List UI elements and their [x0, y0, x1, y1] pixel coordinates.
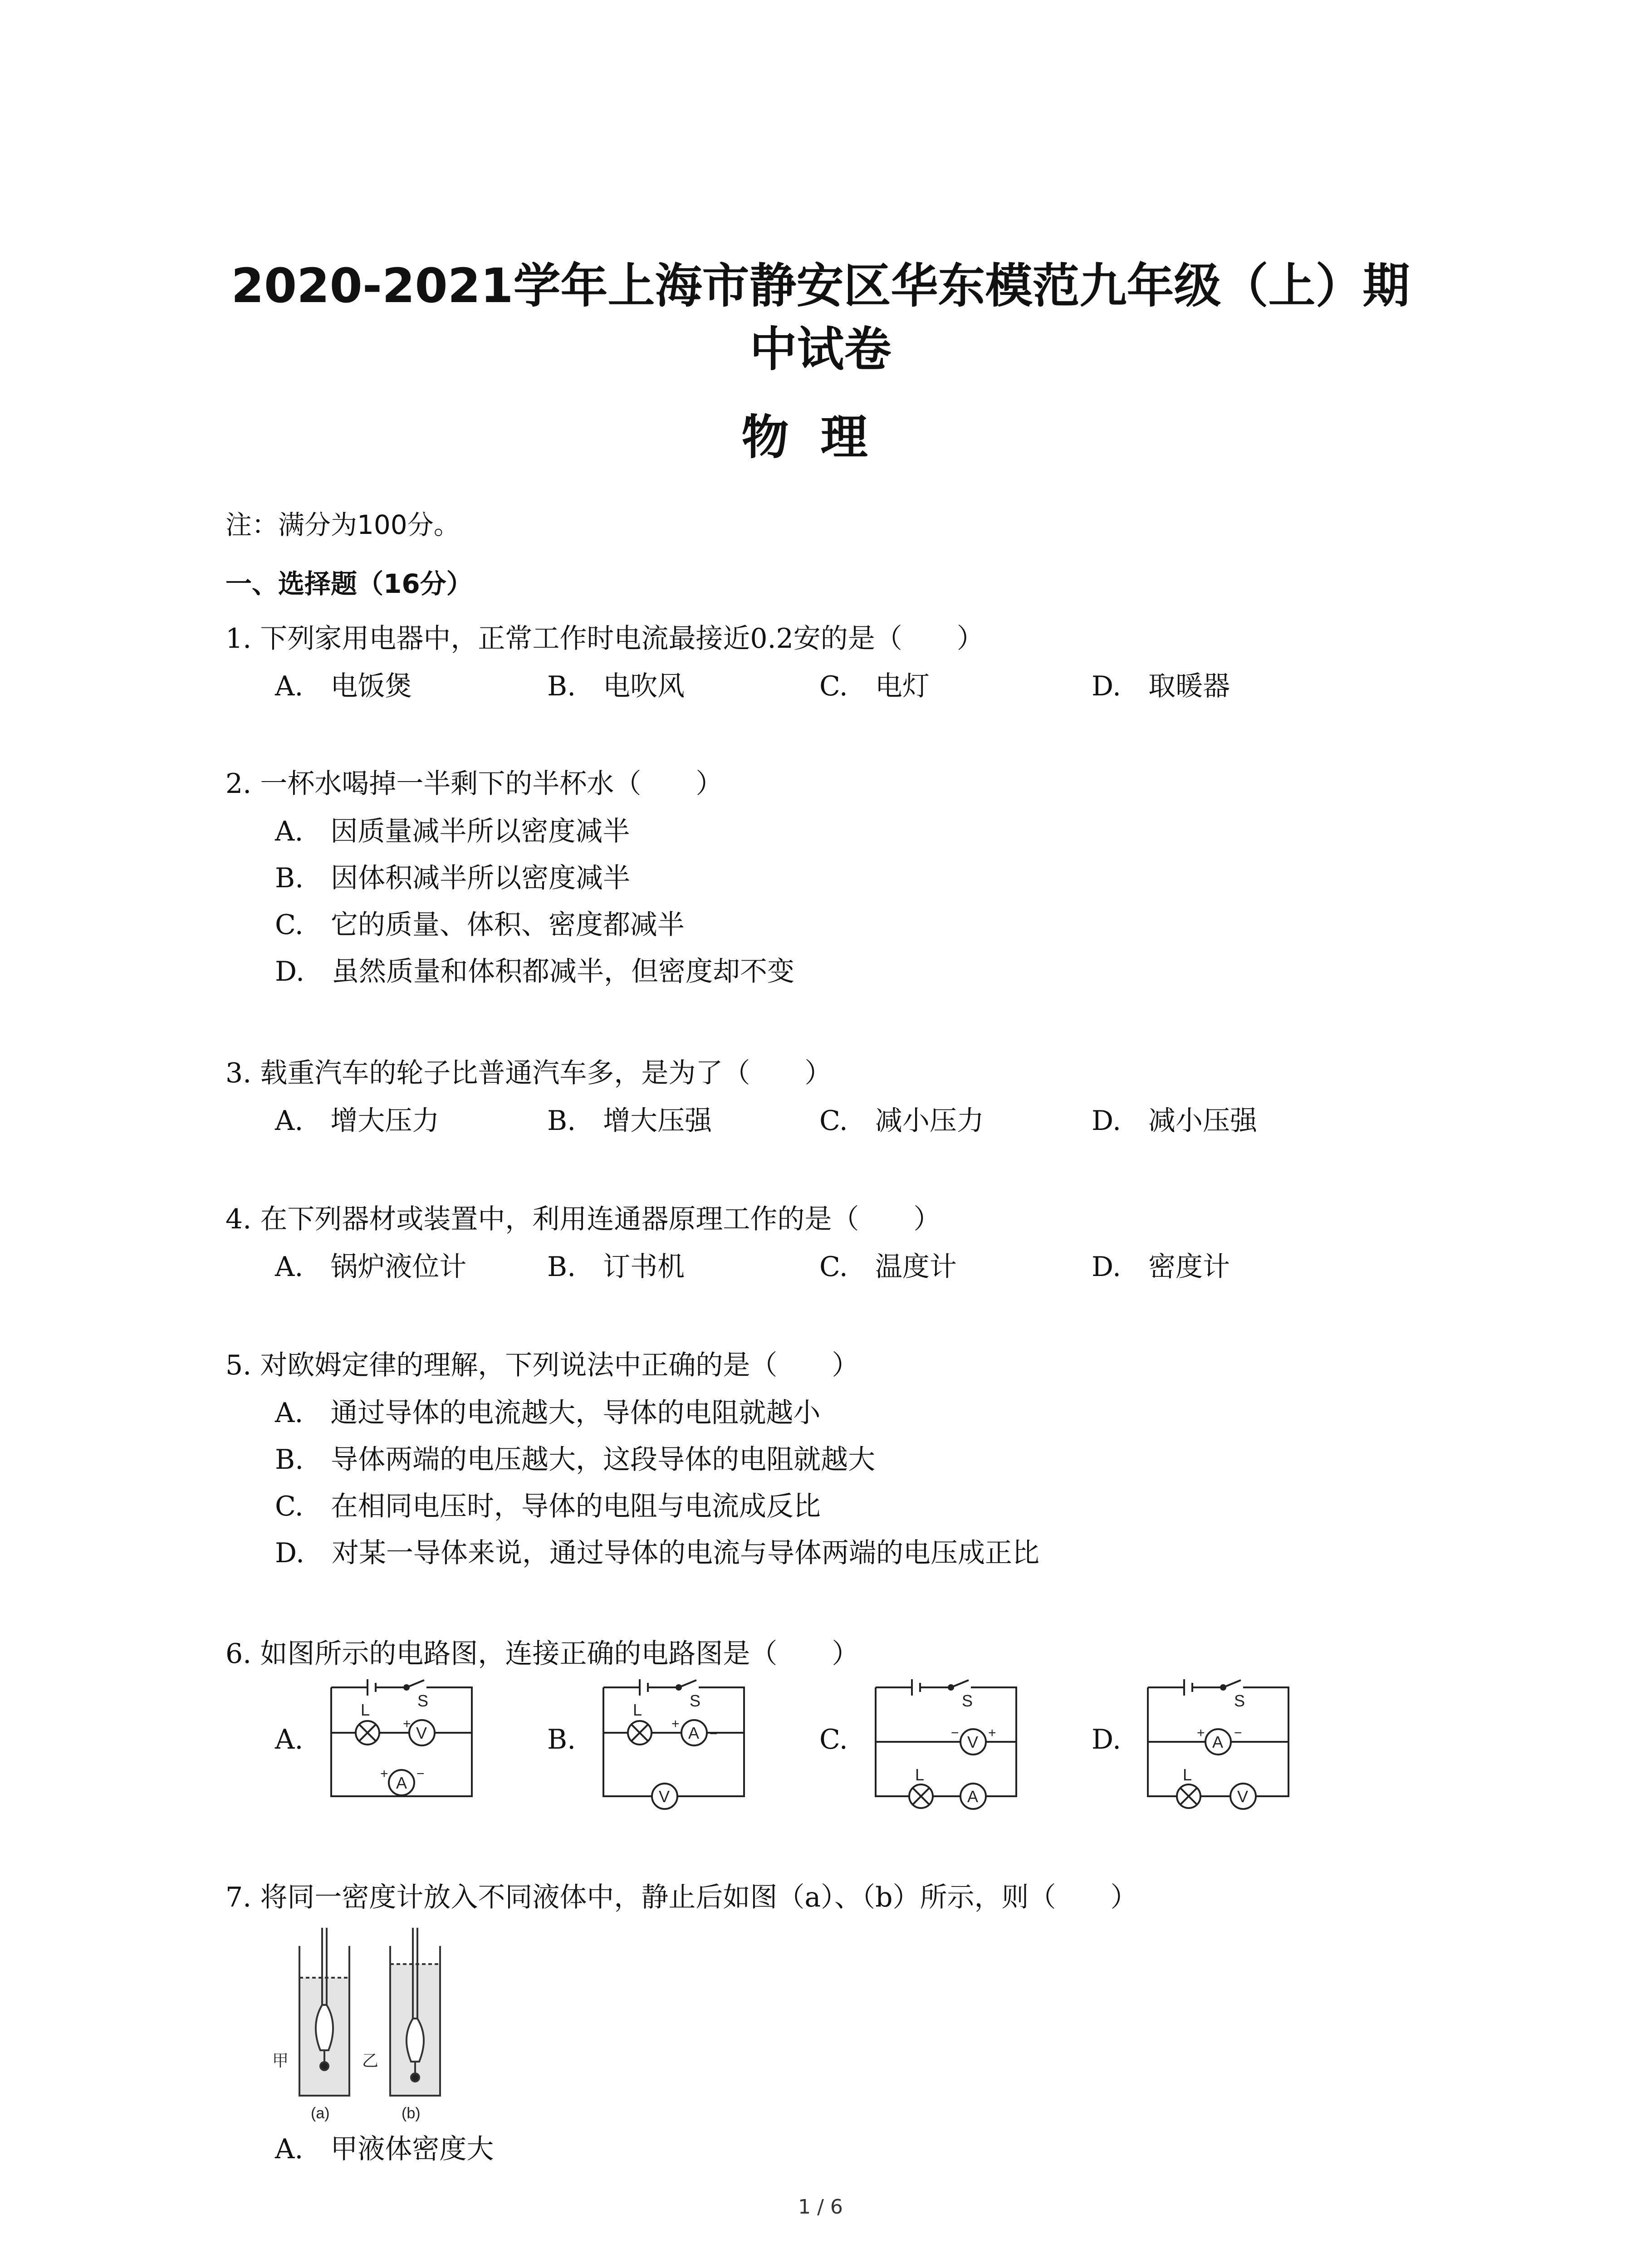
- q2-option-d: D. 虽然质量和体积都减半，但密度却不变: [275, 956, 795, 987]
- subject-title: 物理: [741, 409, 900, 465]
- question-5-stem: 5. 对欧姆定律的理解，下列说法中正确的是（ ）: [225, 1349, 859, 1381]
- plus-sign: +: [1197, 1725, 1205, 1740]
- q4-option-d: D. 密度计: [1092, 1251, 1230, 1283]
- ammeter-label: A: [967, 1787, 979, 1806]
- section-heading: 一、选择题（16分）: [225, 568, 473, 599]
- ammeter-label: A: [1212, 1733, 1224, 1751]
- q6-option-d-label: D.: [1092, 1724, 1122, 1755]
- lamp-label: L: [361, 1701, 370, 1719]
- q7-option-a: A. 甲液体密度大: [275, 2133, 494, 2165]
- minus-sign: −: [416, 1766, 425, 1781]
- q2-option-b: B. 因体积减半所以密度减半: [275, 862, 631, 894]
- liquid-a-label: 甲: [272, 2051, 289, 2070]
- voltmeter-label: V: [1237, 1787, 1249, 1806]
- switch-label: S: [417, 1691, 429, 1710]
- question-2-stem: 2. 一杯水喝掉一半剩下的半杯水（ ）: [225, 768, 723, 800]
- q5-option-c: C. 在相同电压时，导体的电阻与电流成反比: [275, 1491, 821, 1522]
- question-1-stem: 1. 下列家用电器中，正常工作时电流最接近0.2安的是（ ）: [225, 623, 984, 655]
- circuit-diagram-b: [599, 1674, 753, 1810]
- voltmeter-label: V: [659, 1787, 670, 1806]
- q4-option-b: B. 订书机: [547, 1251, 685, 1283]
- voltmeter-label: V: [416, 1724, 427, 1742]
- plus-sign: +: [380, 1766, 388, 1781]
- lamp-label: L: [1183, 1765, 1192, 1784]
- hydrometer-diagram: [263, 1928, 454, 2127]
- q1-option-b: B. 电吹风: [547, 670, 685, 702]
- circuit-diagram-d: [1143, 1674, 1298, 1810]
- q2-option-a: A. 因质量减半所以密度减半: [275, 816, 630, 847]
- plus-sign: +: [988, 1725, 996, 1740]
- question-7-stem: 7. 将同一密度计放入不同液体中，静止后如图（a）、（b）所示，则（ ）: [225, 1882, 1138, 1913]
- q3-option-c: C. 减小压力: [819, 1105, 984, 1137]
- minus-sign: −: [951, 1725, 959, 1740]
- score-note: 注：满分为100分。: [225, 509, 460, 540]
- q1-option-a: A. 电饭煲: [275, 670, 412, 702]
- q5-option-b: B. 导体两端的电压越大，这段导体的电阻就越大: [275, 1444, 876, 1476]
- ammeter-label: A: [688, 1724, 700, 1742]
- q6-option-a-label: A.: [275, 1724, 304, 1755]
- voltmeter-label: V: [967, 1733, 979, 1751]
- q1-option-d: D. 取暖器: [1092, 670, 1230, 702]
- q6-option-b-label: B.: [547, 1724, 576, 1755]
- q3-option-b: B. 增大压强: [547, 1105, 712, 1137]
- minus-sign: −: [1234, 1725, 1242, 1740]
- minus-sign: −: [710, 1726, 718, 1741]
- switch-label: S: [1234, 1691, 1245, 1710]
- title-line-2: 中试卷: [749, 322, 892, 377]
- q1-option-c: C. 电灯: [819, 670, 930, 702]
- switch-label: S: [962, 1691, 973, 1710]
- q5-option-d: D. 对某一导体来说，通过导体的电流与导体两端的电压成正比: [275, 1537, 1040, 1569]
- question-4-stem: 4. 在下列器材或装置中，利用连通器原理工作的是（ ）: [225, 1203, 941, 1235]
- lamp-label: L: [633, 1701, 642, 1719]
- q4-option-a: A. 锅炉液位计: [275, 1251, 467, 1283]
- plus-sign: +: [671, 1716, 680, 1731]
- q2-option-c: C. 它的质量、体积、密度都减半: [275, 909, 685, 941]
- liquid-b-label: 乙: [362, 2051, 379, 2070]
- lamp-label: L: [915, 1765, 925, 1784]
- circuit-diagram-c: [871, 1674, 1025, 1810]
- title-line-1: 2020-2021学年上海市静安区华东模范九年级（上）期: [231, 258, 1410, 313]
- circuit-diagram-a: [327, 1674, 481, 1810]
- plus-sign: +: [403, 1716, 411, 1731]
- figure-b-label: (b): [402, 2105, 421, 2122]
- q3-option-a: A. 增大压力: [275, 1105, 440, 1137]
- question-3-stem: 3. 载重汽车的轮子比普通汽车多，是为了（ ）: [225, 1057, 832, 1089]
- question-6-stem: 6. 如图所示的电路图，连接正确的电路图是（ ）: [225, 1638, 859, 1670]
- page-number: 1 / 6: [798, 2195, 843, 2219]
- ammeter-label: A: [396, 1774, 407, 1792]
- switch-label: S: [690, 1691, 701, 1710]
- q4-option-c: C. 温度计: [819, 1251, 957, 1283]
- q6-option-c-label: C.: [819, 1724, 848, 1755]
- exam-title: [0, 254, 1641, 381]
- q3-option-d: D. 减小压强: [1092, 1105, 1258, 1137]
- figure-a-label: (a): [311, 2105, 330, 2122]
- q5-option-a: A. 通过导体的电流越大，导体的电阻就越小: [275, 1397, 821, 1429]
